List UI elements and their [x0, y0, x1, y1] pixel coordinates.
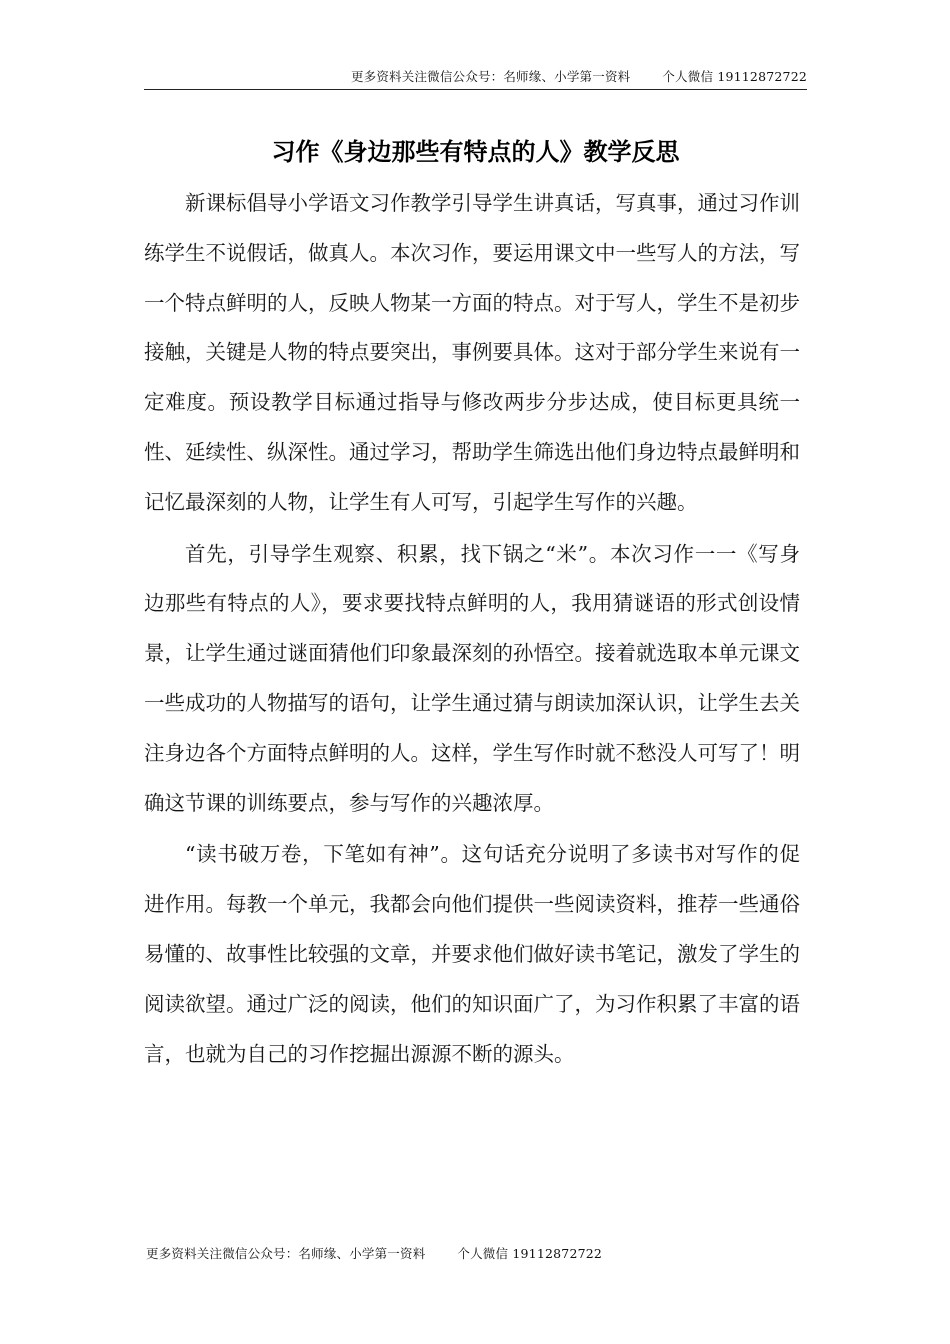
- paragraph-2: 首先，引导学生观察、积累，找下锅之“米”。本次习作一一《写身边那些有特点的人》，要求要找特点鲜明的人，我用猜谜语的形式创设情景，让学生通过谜面猜他们印象最深刻的孙悟空。接着就选取本单元课文一些成功的人物描写的语句，让学生通过猜与朗读加深认识，让学生去关注身边各个方面特点鲜明的人。这样，学生写作时就不愁没人可写了！明确这节课的训练要点，参与写作的兴趣浓厚。: [144, 541, 800, 815]
- paragraph-3: “读书破万卷，下笔如有神”。这句话充分说明了多读书对写作的促进作用。每教一个单元，我都会向他们提供一些阅读资料，推荐一些通俗易懂的、故事性比较强的文章，并要求他们做好读书笔记，激发了学生的阅读欲望。通过广泛的阅读，他们的知识面广了，为习作积累了丰富的语言，也就为自己的习作挖掘出源源不断的源头。: [144, 842, 800, 1066]
- page-header: [144, 67, 807, 90]
- paragraph-1: 新课标倡导小学语文习作教学引导学生讲真话，写真事，通过习作训练学生不说假话，做真人。本次习作，要运用课文中一些写人的方法，写一个特点鲜明的人，反映人物某一方面的特点。对于写人，学生不是初步接触，关键是人物的特点要突出，事例要具体。这对于部分学生来说有一定难度。预设教学目标通过指导与修改两步分步达成，使目标更具统一性、延续性、纵深性。通过学习，帮助学生筛选出他们身边特点最鲜明和记忆最深刻的人物，让学生有人可写，引起学生写作的兴趣。: [144, 191, 800, 514]
- header-source-text: 更多资料关注微信公众号：名师缘、小学第一资料: [350, 69, 631, 84]
- document-body: [144, 179, 800, 1079]
- footer-source-text: 更多资料关注微信公众号：名师缘、小学第一资料: [146, 1246, 426, 1261]
- footer-contact-text: 个人微信 19112872722: [457, 1246, 603, 1261]
- header-contact-text: 个人微信 19112872722: [662, 69, 807, 84]
- document-title: 习作《身边那些有特点的人》教学反思: [271, 138, 680, 166]
- page-footer: [146, 1244, 602, 1264]
